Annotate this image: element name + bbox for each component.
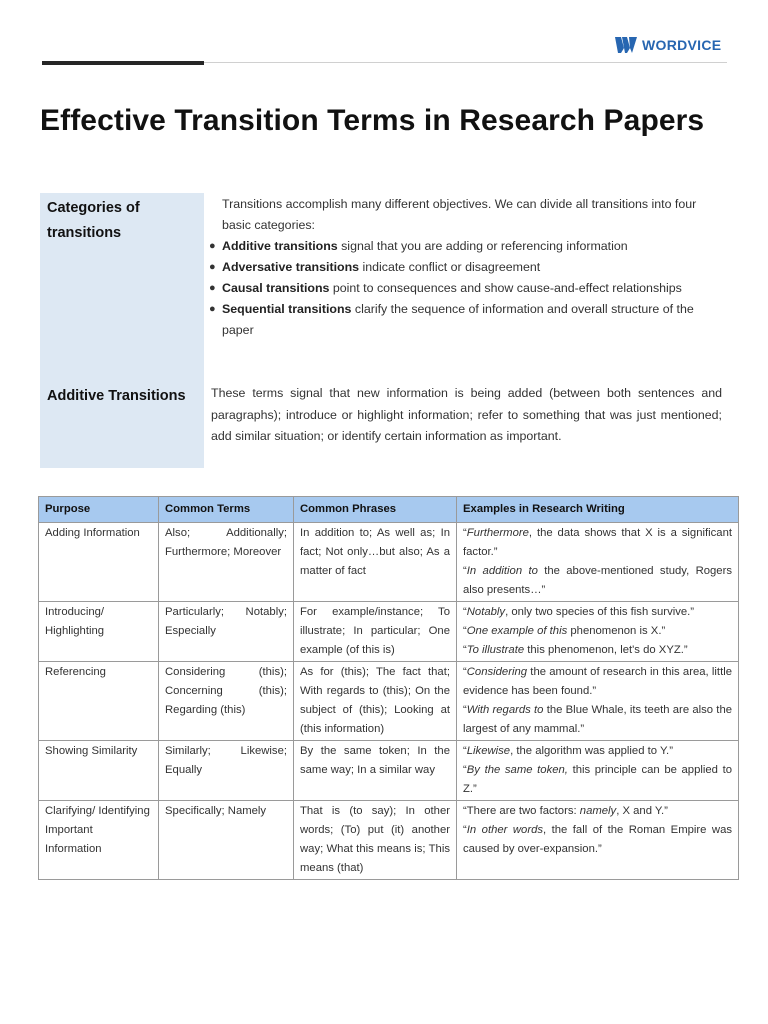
- cell-purpose: Introducing/ Highlighting: [39, 602, 159, 662]
- example-emphasis: In addition to: [466, 565, 538, 577]
- example-rest: , the fall of the Roman Empire was caused by over-expansion.”: [463, 824, 732, 855]
- table-row: [39, 801, 739, 880]
- cell-purpose: Clarifying/ Identifying Important Information: [39, 801, 159, 880]
- header-rule-thin: [204, 62, 727, 63]
- example-open: “: [463, 666, 467, 678]
- brand-logo: [615, 36, 721, 54]
- cell-terms: Particularly; Notably; Especially: [159, 602, 294, 662]
- example-emphasis: Furthermore: [466, 527, 529, 539]
- bullet-icon: ●: [209, 261, 216, 273]
- brand-name: WORDVICE: [642, 37, 722, 53]
- bullet-icon: ●: [209, 240, 216, 252]
- example-line: [463, 701, 732, 739]
- column-header-examples: Examples in Research Writing: [457, 497, 739, 523]
- example-open: “: [463, 565, 467, 577]
- example-line: [463, 524, 732, 562]
- wordvice-logo-icon: [615, 36, 637, 54]
- example-line: [463, 761, 732, 799]
- example-line: [463, 603, 732, 622]
- cell-examples: [457, 662, 739, 741]
- cell-phrases: That is (to say); In other words; (To) put (it) another way; What this means is; This means (that): [294, 801, 457, 880]
- list-item: [209, 236, 724, 257]
- example-open: “: [463, 764, 467, 776]
- example-emphasis: Likewise: [466, 745, 511, 757]
- transition-terms-table: [38, 496, 739, 880]
- example-line: [463, 802, 732, 821]
- example-emphasis: With regards to: [466, 704, 544, 716]
- example-emphasis: To illustrate: [466, 644, 525, 656]
- example-emphasis: Considering: [466, 666, 528, 678]
- example-rest: the amount of research in this area, little evidence has been found.”: [463, 666, 732, 697]
- example-rest: phenomenon is X.”: [567, 625, 666, 637]
- cell-examples: [457, 523, 739, 602]
- table-header-row: [39, 497, 739, 523]
- cell-examples: [457, 801, 739, 880]
- example-rest: , the data shows that X is a significant factor.”: [463, 527, 732, 558]
- categories-list: [209, 236, 724, 341]
- category-term: Causal transitions: [222, 281, 330, 295]
- example-rest: , the algorithm was applied to Y.”: [510, 745, 673, 757]
- list-item: [209, 257, 724, 278]
- example-line: [463, 663, 732, 701]
- table-row: [39, 602, 739, 662]
- example-line: [463, 641, 732, 660]
- column-header-purpose: Purpose: [39, 497, 159, 523]
- example-rest: this principle can be applied to Z.”: [463, 764, 732, 795]
- example-open: “: [463, 644, 467, 656]
- cell-purpose: Referencing: [39, 662, 159, 741]
- example-line: [463, 622, 732, 641]
- cell-purpose: Showing Similarity: [39, 741, 159, 801]
- cell-phrases: For example/instance; To illustrate; In particular; One example (of this is): [294, 602, 457, 662]
- example-emphasis: Notably: [466, 606, 506, 618]
- cell-terms: Considering (this); Concerning (this); Regarding (this): [159, 662, 294, 741]
- example-open: “: [463, 625, 467, 637]
- example-rest: this phenomenon, let's do XYZ.”: [524, 644, 688, 656]
- column-header-phrases: Common Phrases: [294, 497, 457, 523]
- example-emphasis: By the same token,: [466, 764, 568, 776]
- example-rest: the Blue Whale, its teeth are also the largest of any mammal.”: [463, 704, 733, 735]
- list-item: [209, 278, 724, 299]
- cell-terms: Specifically; Namely: [159, 801, 294, 880]
- example-emphasis: In other words: [466, 824, 544, 836]
- column-header-terms: Common Terms: [159, 497, 294, 523]
- categories-content: [209, 194, 724, 341]
- category-desc: indicate conflict or disagreement: [359, 260, 541, 274]
- cell-purpose: Adding Information: [39, 523, 159, 602]
- category-term: Sequential transitions: [222, 302, 352, 316]
- example-open: “: [463, 824, 467, 836]
- categories-intro: Transitions accomplish many different objectives. We can divide all transitions into four basic categories:: [222, 197, 697, 232]
- category-desc: point to consequences and show cause-and-effect relationships: [329, 281, 682, 295]
- example-open: “There are two factors:: [463, 805, 580, 817]
- category-term: Additive transitions: [222, 239, 338, 253]
- list-item: [209, 299, 724, 341]
- cell-terms: Also; Additionally; Furthermore; Moreover: [159, 523, 294, 602]
- example-emphasis: One example of this: [466, 625, 568, 637]
- additive-label-box: [40, 348, 204, 468]
- example-open: “: [463, 606, 467, 618]
- example-rest: , only two species of this fish survive.”: [505, 606, 695, 618]
- example-rest: the above-mentioned study, Rogers also presents…”: [463, 565, 732, 596]
- header-rule-thick: [42, 61, 204, 65]
- example-rest: , X and Y.”: [616, 805, 668, 817]
- example-line: [463, 562, 732, 600]
- example-emphasis: namely: [579, 805, 617, 817]
- cell-phrases: As for (this); The fact that; With regards to (this); On the subject of (this); Looking at (this information): [294, 662, 457, 741]
- categories-label-box: [40, 193, 204, 348]
- example-open: “: [463, 704, 467, 716]
- example-open: “: [463, 745, 467, 757]
- cell-examples: [457, 602, 739, 662]
- cell-terms: Similarly; Likewise; Equally: [159, 741, 294, 801]
- table-row: [39, 741, 739, 801]
- category-term: Adversative transitions: [222, 260, 360, 274]
- table-row: [39, 523, 739, 602]
- cell-examples: [457, 741, 739, 801]
- category-desc: clarify the sequence of information and overall structure of the paper: [222, 302, 694, 337]
- page-title: Effective Transition Terms in Research Papers: [40, 104, 705, 137]
- example-line: [463, 821, 732, 859]
- additive-description: These terms signal that new information is being added (between both sentences and paragraphs); introduce or highlight information; refer to something that was just mentioned; add similar situation; or identify certain information as important.: [211, 386, 722, 443]
- category-desc: signal that you are adding or referencing information: [337, 239, 628, 253]
- example-line: [463, 742, 732, 761]
- additive-label: Additive Transitions: [47, 388, 186, 404]
- example-open: “: [463, 527, 467, 539]
- bullet-icon: ●: [209, 282, 216, 294]
- bullet-icon: ●: [209, 303, 216, 315]
- cell-phrases: By the same token; In the same way; In a similar way: [294, 741, 457, 801]
- cell-phrases: In addition to; As well as; In fact; Not only…but also; As a matter of fact: [294, 523, 457, 602]
- table-row: [39, 662, 739, 741]
- categories-label: Categories of transitions: [47, 200, 140, 241]
